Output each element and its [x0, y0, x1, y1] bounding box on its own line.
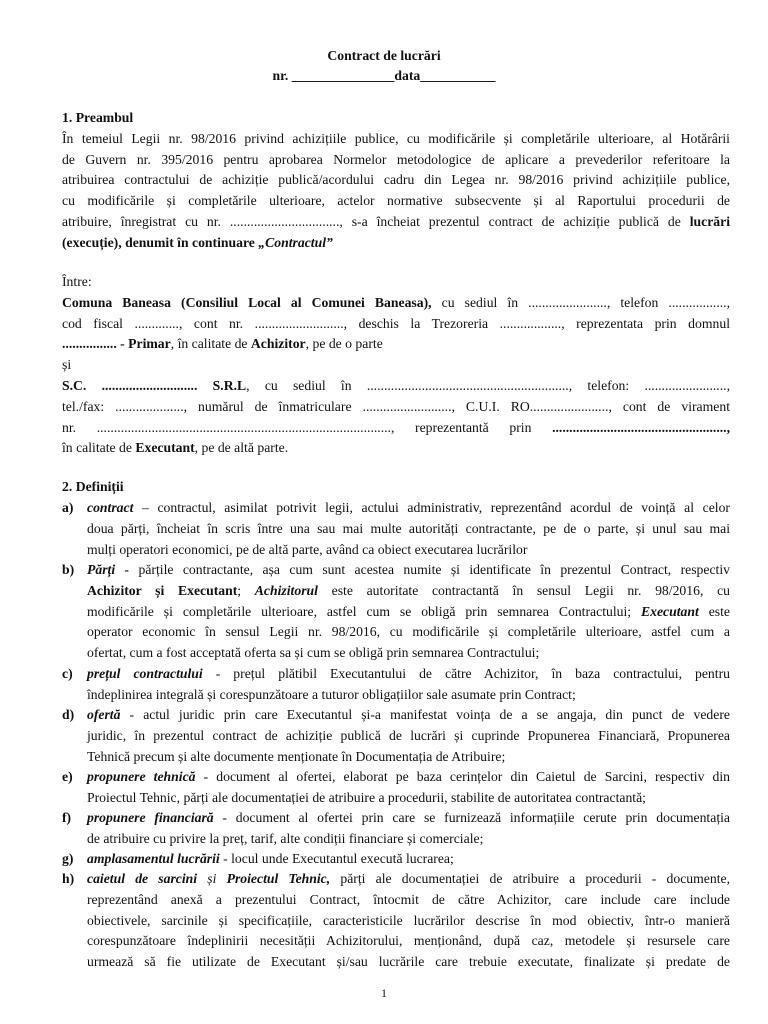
text-run: părțile contractante, așa cum sunt acestea numite și identificate în prezentul Contract, respectiv [129, 562, 730, 577]
definition-line: îndeplinirea integrală și corespunzătoare a tuturor obligațiilor sale asumate prin Contract; [87, 686, 576, 702]
definition-term: Părți - [87, 562, 130, 577]
preamble-line: În temeiul Legii nr. 98/2016 privind achizițiile publice, cu modificările și completările ulterioare, al Hotărârii [62, 130, 730, 146]
preamble-text [62, 129, 730, 254]
party2-line2: tel./fax: ...................., numărul de înmatriculare .........................., C.U.I. RO......................., cont de virament [62, 398, 730, 414]
text-run: - prețul plătibil Executantului de către Achizitor, în baza contractului, pentru [202, 666, 730, 681]
text-run: - document al ofertei, elaborat pe baza cerințelor din Caietul de Sarcini, respectiv din [195, 769, 731, 784]
definition-label: b) [62, 562, 75, 577]
definition-term: propunere tehnică [87, 769, 196, 784]
definition-line: juridic, în prezentul contract de achiziție publică de lucrări și cuprinde Propunerea Financiară, Propunerea [87, 727, 730, 743]
definition-term: ofertă [87, 707, 121, 722]
contract-alias: „Contractul” [258, 234, 333, 250]
contract-title: Contract de lucrări [327, 48, 441, 63]
party2-name: S.C. ............................ S.R.L [62, 377, 247, 393]
page-number: 1 [381, 986, 387, 1000]
definition-label: c) [62, 666, 73, 681]
party1-address: cu sediul în ......................., telefon ................., [431, 294, 731, 310]
definition-term: propunere financiară [87, 810, 214, 825]
preamble-line-6 [62, 233, 730, 254]
between-label: Între: [62, 274, 92, 289]
definition-f [62, 808, 730, 850]
party2-representative: ..................................................., [552, 419, 730, 435]
text-run: – contractul, asimilat potrivit legii, actului administrativ, reprezentând acordul de voință al celor [133, 500, 730, 515]
achizitor-role: Achizitor [250, 336, 306, 352]
preamble-line: de Guvern nr. 395/2016 pentru aprobarea Normelor metodologice de aplicare a prevederilor referitoare la [62, 151, 730, 167]
text-run: părți ale documentației de atribuire a procedurii - documente, [330, 871, 731, 886]
definition-term: amplasamentul lucrării [87, 851, 220, 866]
text-run: în calitate de [62, 440, 136, 456]
text-run: , pe de altă parte. [194, 440, 289, 456]
definition-line: mulți operatori economici, pe de altă parte, având ca obiect executarea lucrărilor [87, 541, 528, 557]
definition-line: de atribuire cu privire la preț, tarif, alte condiții financiare și comerciale; [87, 830, 484, 846]
definition-line: obiectivele, sarcinile și specificațiile, caracteristicile lucrărilor descrise în mod obiectiv, într-o manieră [87, 912, 730, 928]
definition-h [62, 869, 730, 973]
executant-role: Executant [135, 440, 195, 456]
text-run: - actul juridic prin care Executantul și-a manifestat voința de a se angaja, din punct de vedere [120, 707, 730, 722]
definition-label: a) [62, 500, 74, 515]
definition-term: Executant [641, 603, 699, 619]
text-run: , pe de o parte [305, 336, 383, 352]
definition-line: ofertat, cum a fost acceptată oferta sa și cum se obligă prin semnarea Contractului; [87, 645, 540, 661]
bold-run: Achizitor și Executant [87, 582, 238, 598]
party1-line2: cod fiscal ............., cont nr. .........................., deschis la Trezoreria .................., reprezentata prin domnul [62, 315, 730, 331]
definition-g [62, 849, 730, 870]
preamble-bold-run: lucrări [689, 213, 730, 229]
preamble-section [62, 108, 730, 254]
text-run: este [698, 603, 730, 619]
definition-e [62, 767, 730, 809]
preamble-heading: 1. Preambul [62, 110, 134, 125]
definition-term: contract [87, 500, 134, 515]
definition-label: d) [62, 707, 75, 722]
preamble-bold-run: (execuție), denumit în continuare [62, 234, 259, 250]
definition-term: prețul contractului [87, 666, 203, 681]
definition-label: h) [62, 871, 75, 886]
preamble-line: cu modificările și completările ulterioare, actelor normative subsecvente și al Raportului procedurii de [62, 193, 730, 209]
definition-label: f) [62, 810, 72, 825]
definition-c [62, 664, 730, 706]
preamble-line-5 [62, 212, 730, 233]
definition-term: Proiectul Tehnic, [226, 871, 331, 886]
party2-line3 [62, 418, 730, 439]
definition-term: Achizitorul [254, 582, 318, 598]
definitions-heading-text: 2. Definiții [62, 479, 124, 494]
definition-line: urmează să fie utilizate de Executant și/sau lucrările care trebuie executate, finalizate și predate de [87, 954, 730, 970]
text-run: este autoritate contractantă în sensul Legii nr. 98/2016, cu [317, 582, 730, 598]
definition-line: Proiectul Tehnic, părți ale documentației de atribuire a procedurii, stabilite de autoritatea contractantă; [87, 789, 646, 805]
text-run: modificările și completările ulterioare, astfel cum se obligă prin semnarea Contractului; [87, 603, 641, 619]
preamble-text-run: atribuire, înregistrat cu nr. ................................, s-a încheiat prezentul contract de achiziție publică de [62, 213, 690, 229]
definition-line: doua părți, încheiat în scris între una sau mai multe autorități contractante, pe de o parte, și unul sau mai [87, 520, 730, 536]
definition-line: reprezentând anexă a prezentului Contract, întocmit de către Achizitor, care include care include [87, 891, 730, 907]
party1-line3 [62, 334, 730, 355]
party1-representative: ................ - Primar [62, 336, 171, 352]
and-label: și [62, 357, 72, 373]
text-run: ; [237, 582, 255, 598]
text-run: , în calitate de [170, 336, 251, 352]
text-run: - locul unde Executantul execută lucrarea; [219, 851, 454, 866]
contract-number-line: nr. _______________data___________ [272, 68, 496, 83]
definition-d [62, 705, 730, 767]
parties-section [62, 272, 730, 459]
text-run: și [197, 871, 227, 886]
definition-term: caietul de sarcini [87, 871, 198, 886]
definition-label: e) [62, 769, 73, 784]
party2-address: , cu sediul în ..........................................................., telefon: ........................, [246, 377, 730, 393]
definition-b [62, 560, 730, 664]
definitions-heading [62, 477, 730, 498]
definition-line: Tehnică precum și alte documente menționate în Documentația de Atribuire; [87, 748, 506, 764]
party2-line4 [62, 438, 730, 459]
text-run: nr. ......................................................................................, reprezentantă prin [62, 419, 553, 435]
party1-line1 [62, 293, 730, 314]
party2-line1 [62, 376, 730, 397]
preamble-line: atribuirea contractului de achiziție publică/acordului cadru din Legea nr. 98/2016 privind achizițiile publice, [62, 172, 730, 188]
definition-label: g) [62, 851, 74, 866]
definition-a [62, 498, 730, 560]
text-run: - document al ofertei prin care se furnizează informațiile cerute prin documentația [213, 810, 730, 825]
definition-line: corespunzătoare îndeplinirii necesității Achizitorului, menționând, după caz, metodele și resursele care [87, 933, 730, 949]
party1-name: Comuna Baneasa (Consiliul Local al Comunei Baneasa), [62, 294, 432, 310]
definition-line: operator economic în sensul Legii nr. 98/2016, cu modificările și completările ulterioare, astfel cum a [87, 624, 730, 640]
